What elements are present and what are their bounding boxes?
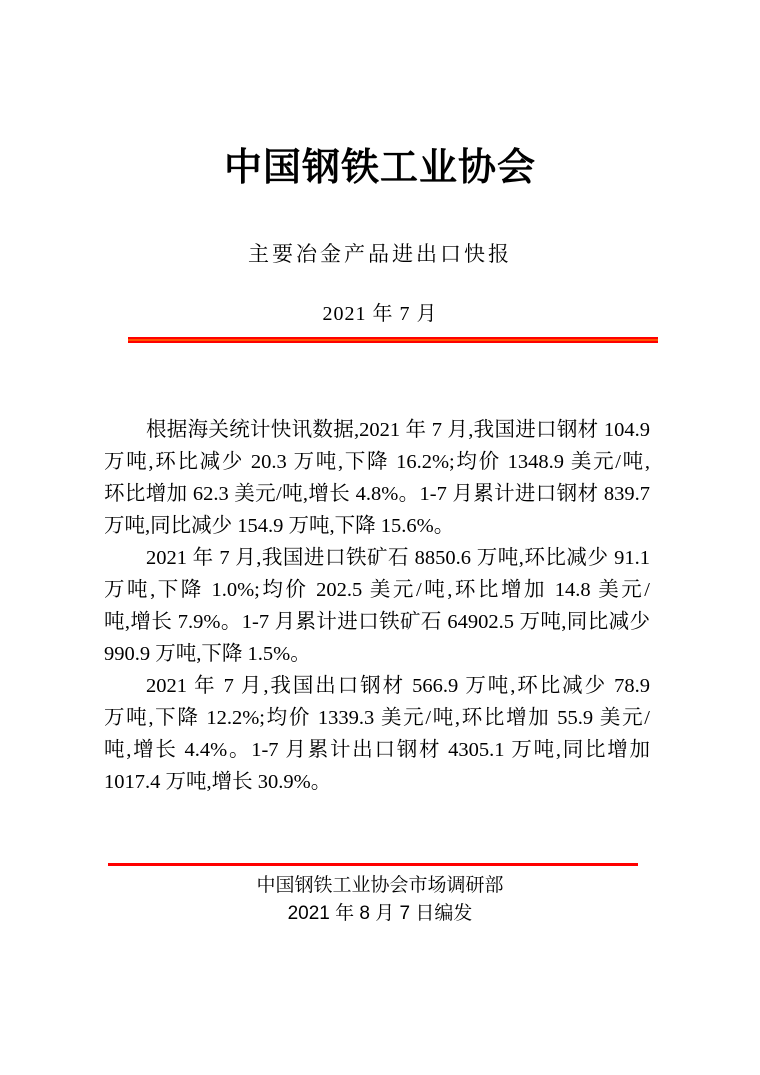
body-paragraph-imported-steel: [104, 414, 650, 542]
body-line: 2021 年 7 月,我国出口钢材 566.9 万吨,环比减少 78.9: [146, 675, 650, 697]
report-body: [104, 414, 650, 798]
body-line: 吨,增长 7.9%。1-7 月累计进口铁矿石 64902.5 万吨,同比减少: [104, 611, 650, 633]
body-paragraph-exported-steel: [104, 670, 650, 798]
footer-issuer: 中国钢铁工业协会市场调研部: [256, 875, 504, 896]
report-title: 中国钢铁工业协会: [223, 147, 536, 189]
body-line: 990.9 万吨,下降 1.5%。: [104, 643, 311, 665]
body-line: 环比增加 62.3 美元/吨,增长 4.8%。1-7 月累计进口钢材 839.7: [104, 483, 650, 505]
body-line: 万吨,环比减少 20.3 万吨,下降 16.2%;均价 1348.9 美元/吨,: [104, 451, 650, 473]
body-line: 万吨,下降 12.2%;均价 1339.3 美元/吨,环比增加 55.9 美元/: [104, 707, 650, 729]
body-line: 万吨,同比减少 154.9 万吨,下降 15.6%。: [104, 515, 455, 537]
report-subtitle: 主要冶金产品进出口快报: [248, 242, 512, 266]
body-line: 吨,增长 4.4%。1-7 月累计出口钢材 4305.1 万吨,同比增加: [104, 739, 650, 761]
footer-issue-date: 2021 年 8 月 7 日编发: [287, 903, 473, 924]
bottom-red-rule: [108, 863, 638, 866]
report-period: 2021 年 7 月: [322, 303, 438, 325]
top-red-rule: [128, 337, 658, 343]
body-line: 1017.4 万吨,增长 30.9%。: [104, 771, 332, 793]
body-line: 万吨,下降 1.0%;均价 202.5 美元/吨,环比增加 14.8 美元/: [104, 579, 650, 601]
body-paragraph-iron-ore: [104, 542, 650, 670]
body-line: 根据海关统计快讯数据,2021 年 7 月,我国进口钢材 104.9: [146, 419, 650, 441]
body-line: 2021 年 7 月,我国进口铁矿石 8850.6 万吨,环比减少 91.1: [146, 547, 650, 569]
